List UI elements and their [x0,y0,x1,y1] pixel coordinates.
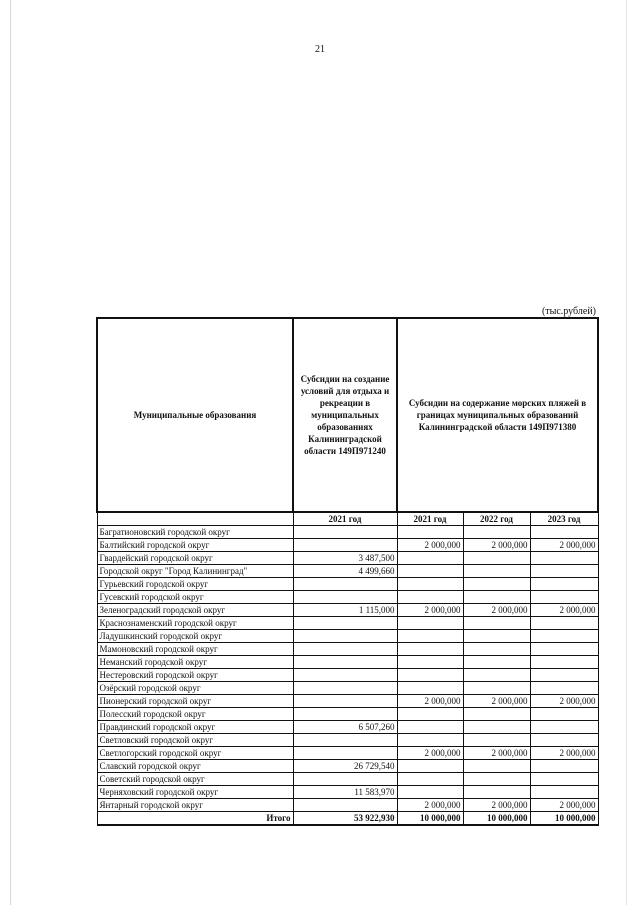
value-cell-rec2021 [293,669,397,682]
header-municipality: Муниципальные образования [97,318,293,512]
value-cell-b2022 [463,526,530,539]
year-beach-2021: 2021 год [397,512,463,526]
value-cell-b2023 [530,643,598,656]
value-cell-rec2021 [293,617,397,630]
value-cell-b2022 [463,721,530,734]
value-cell-rec2021 [293,734,397,747]
header-subsidy-recreation: Субсидии на создание условий для отдыха и рекреации в муниципальных образованиях Калининградской области 149П971240 [293,318,397,512]
municipality-name: Городской округ "Город Калининград" [97,565,293,578]
value-cell-b2022 [463,760,530,773]
table-row [97,760,598,773]
municipality-name: Пионерский городской округ [97,695,293,708]
total-cell-rec2021: 53 922,930 [293,812,397,826]
value-cell-rec2021 [293,643,397,656]
value-cell-b2023 [530,682,598,695]
value-cell-b2021 [397,643,463,656]
header-row [97,318,598,512]
table-row [97,669,598,682]
value-cell-b2023 [530,734,598,747]
municipality-name: Черняховский городской округ [97,786,293,799]
table-row [97,539,598,552]
table-row [97,773,598,786]
table-row [97,656,598,669]
total-label: Итого [97,812,293,826]
value-cell-b2023 [530,565,598,578]
municipality-name: Гусевский городской округ [97,591,293,604]
header-subsidy-beaches: Субсидии на содержание морских пляжей в границах муниципальных образований Калининградской области 149П971380 [397,318,598,512]
table-row [97,643,598,656]
municipality-name: Советский городской округ [97,773,293,786]
municipality-name: Нестеровский городской округ [97,669,293,682]
value-cell-b2021 [397,786,463,799]
value-cell-b2022 [463,669,530,682]
page-number: 21 [315,44,325,55]
value-cell-b2022: 2 000,000 [463,604,530,617]
value-cell-b2021 [397,682,463,695]
table-row [97,721,598,734]
value-cell-b2021: 2 000,000 [397,539,463,552]
value-cell-b2023 [530,669,598,682]
value-cell-b2021 [397,578,463,591]
table-row [97,682,598,695]
value-cell-b2022 [463,734,530,747]
value-cell-b2023 [530,773,598,786]
year-row [97,512,598,526]
value-cell-b2023: 2 000,000 [530,604,598,617]
value-cell-b2021: 2 000,000 [397,747,463,760]
municipality-name: Ладушкинский городской округ [97,630,293,643]
value-cell-rec2021: 4 499,660 [293,565,397,578]
value-cell-b2022 [463,708,530,721]
value-cell-b2023 [530,526,598,539]
table-row [97,591,598,604]
units-label: (тыс.рублей) [541,306,596,317]
value-cell-b2022 [463,591,530,604]
value-cell-rec2021 [293,799,397,812]
value-cell-rec2021 [293,630,397,643]
value-cell-b2022 [463,617,530,630]
municipality-name: Зеленоградский городской округ [97,604,293,617]
value-cell-b2023 [530,630,598,643]
municipality-name: Гурьевский городской округ [97,578,293,591]
value-cell-b2023 [530,591,598,604]
value-cell-b2022: 2 000,000 [463,747,530,760]
value-cell-b2022: 2 000,000 [463,539,530,552]
value-cell-b2023 [530,656,598,669]
value-cell-b2023 [530,786,598,799]
municipality-name: Полесский городской округ [97,708,293,721]
value-cell-b2022: 2 000,000 [463,695,530,708]
value-cell-b2021 [397,565,463,578]
value-cell-b2021 [397,591,463,604]
total-row [97,812,598,826]
municipality-name: Славский городской округ [97,760,293,773]
value-cell-b2022 [463,656,530,669]
value-cell-b2021 [397,630,463,643]
table-row [97,617,598,630]
value-cell-rec2021 [293,708,397,721]
value-cell-b2023: 2 000,000 [530,695,598,708]
year-beach-2023: 2023 год [530,512,598,526]
municipality-name: Гвардейский городской округ [97,552,293,565]
value-cell-b2021 [397,552,463,565]
value-cell-rec2021: 3 487,500 [293,552,397,565]
value-cell-b2021 [397,708,463,721]
value-cell-b2022 [463,643,530,656]
value-cell-b2021: 2 000,000 [397,695,463,708]
value-cell-rec2021 [293,695,397,708]
municipality-name: Мамоновский городской округ [97,643,293,656]
value-cell-b2021 [397,526,463,539]
value-cell-b2023 [530,552,598,565]
municipality-name: Балтийский городской округ [97,539,293,552]
value-cell-b2021: 2 000,000 [397,799,463,812]
value-cell-b2021 [397,669,463,682]
value-cell-b2023 [530,578,598,591]
value-cell-b2022 [463,552,530,565]
table-row [97,604,598,617]
value-cell-b2021 [397,773,463,786]
value-cell-b2021 [397,617,463,630]
municipality-name: Краснознаменский городской округ [97,617,293,630]
value-cell-b2023 [530,617,598,630]
value-cell-b2023 [530,721,598,734]
table-row [97,552,598,565]
value-cell-b2022 [463,786,530,799]
value-cell-b2022 [463,565,530,578]
value-cell-rec2021 [293,682,397,695]
value-cell-rec2021 [293,773,397,786]
table-row [97,578,598,591]
scan-edge-left [10,0,11,905]
total-cell-b2021: 10 000,000 [397,812,463,826]
year-rec-2021: 2021 год [293,512,397,526]
value-cell-rec2021: 1 115,000 [293,604,397,617]
municipality-name: Неманский городской округ [97,656,293,669]
table-row [97,786,598,799]
table-row [97,695,598,708]
value-cell-b2023: 2 000,000 [530,747,598,760]
table-row [97,799,598,812]
value-cell-rec2021 [293,591,397,604]
table-row [97,734,598,747]
value-cell-b2022 [463,630,530,643]
value-cell-b2023: 2 000,000 [530,539,598,552]
total-cell-b2023: 10 000,000 [530,812,598,826]
value-cell-rec2021: 26 729,540 [293,760,397,773]
year-empty-cell [97,512,293,526]
municipality-name: Багратионовский городской округ [97,526,293,539]
value-cell-b2021: 2 000,000 [397,604,463,617]
value-cell-rec2021 [293,539,397,552]
value-cell-b2023 [530,760,598,773]
value-cell-b2022 [463,578,530,591]
value-cell-rec2021 [293,747,397,760]
subsidies-table [96,317,599,826]
value-cell-b2023 [530,708,598,721]
table-row [97,526,598,539]
value-cell-b2023: 2 000,000 [530,799,598,812]
year-beach-2022: 2022 год [463,512,530,526]
value-cell-b2022 [463,682,530,695]
municipality-name: Правдинский городской округ [97,721,293,734]
table-row [97,630,598,643]
municipality-name: Светловский городской округ [97,734,293,747]
municipality-name: Янтарный городской округ [97,799,293,812]
municipality-name: Светлогорский городской округ [97,747,293,760]
value-cell-rec2021 [293,656,397,669]
table-row [97,747,598,760]
value-cell-b2021 [397,760,463,773]
municipality-name: Озёрский городской округ [97,682,293,695]
value-cell-b2021 [397,656,463,669]
table-row [97,708,598,721]
scan-edge-right [626,0,627,905]
value-cell-b2021 [397,734,463,747]
value-cell-rec2021 [293,526,397,539]
value-cell-b2022 [463,773,530,786]
total-cell-b2022: 10 000,000 [463,812,530,826]
table-row [97,565,598,578]
value-cell-rec2021: 11 583,970 [293,786,397,799]
value-cell-rec2021: 6 507,260 [293,721,397,734]
value-cell-b2022: 2 000,000 [463,799,530,812]
value-cell-rec2021 [293,578,397,591]
value-cell-b2021 [397,721,463,734]
